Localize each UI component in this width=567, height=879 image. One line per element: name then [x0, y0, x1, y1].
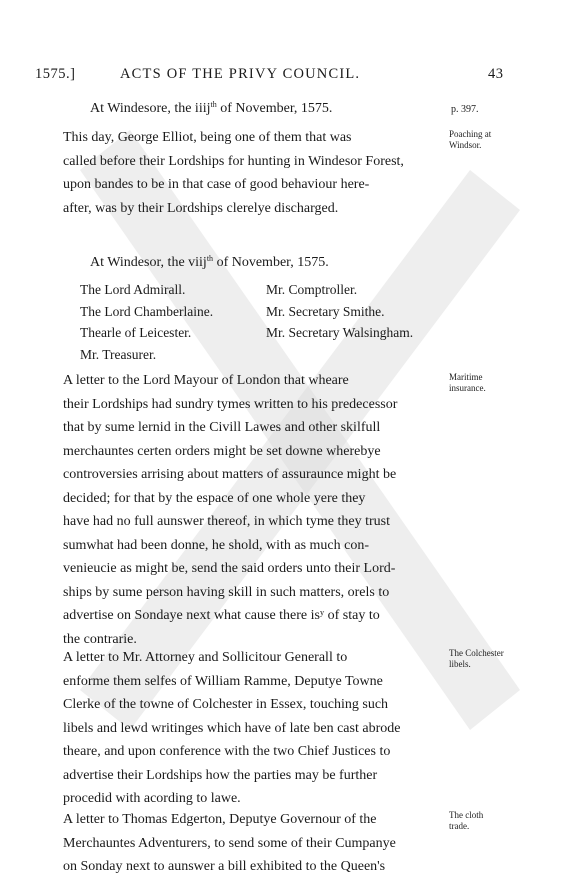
text-line: enforme them selfes of William Ramme, Deputye Towne — [63, 673, 383, 689]
dateline-second: At Windesor, the viij$^{th}$ of November, 1575. — [90, 254, 329, 270]
margin-note-poaching: Poaching at Windsor. — [449, 129, 492, 150]
attendees-right — [266, 279, 413, 344]
text-line: on Sonday next to aunswer a bill exhibited to the Queen's — [63, 859, 386, 874]
text-line: venieucie as might be, send the said orders unto their Lord- — [63, 561, 396, 576]
margin-note-insurance: Maritime insurance. — [449, 372, 486, 393]
text-line: decided; for that by the espace of one whole yere they — [63, 490, 366, 506]
text-line: A letter to Thomas Edgerton, Deputye Governour of the — [63, 812, 377, 827]
text-line: sumwhat had been donne, he shold, with as much con- — [63, 537, 369, 553]
text-line: controversies arrising about matters of assuraunce might be — [63, 467, 397, 482]
attendee: Mr. Comptroller. — [266, 282, 358, 297]
text-line: Clerke of the towne of Colchester in Essex, touching such — [63, 697, 389, 712]
text-line: upon bandes to be in that case of good behaviour here- — [63, 177, 370, 192]
edgerton-letter — [63, 808, 443, 879]
attendee: Mr. Secretary Walsingham. — [266, 325, 414, 340]
text-line: the contrarie. — [63, 631, 137, 647]
text-line: libels and lewd writinges which have of late ben cast abrode — [63, 720, 401, 736]
page-reference: p. 397. — [451, 104, 479, 115]
text-line: A letter to the Lord Mayour of London that wheare — [63, 373, 349, 388]
dateline-first: At Windesore, the iiij$^{th}$ of November, 1575. — [90, 100, 333, 116]
poaching-paragraph — [63, 126, 443, 220]
text-line: A letter to Mr. Attorney and Sollicitour Generall to — [63, 650, 348, 665]
text-line: after, was by their Lordships clerelye discharged. — [63, 200, 339, 216]
text-line: procedid with acording to lawe. — [63, 791, 241, 806]
text-line: theare, and upon conference with the two Chief Justices to — [63, 744, 391, 759]
text-line: have had no full aunswer thereof, in which tyme they trust — [63, 514, 390, 529]
attorney-letter — [63, 646, 443, 811]
attendee: The Lord Admirall. — [80, 282, 186, 297]
margin-note-colchester: The Colchester libels. — [449, 648, 504, 669]
attendee: Mr. Treasurer. — [80, 346, 157, 362]
lord-mayor-letter — [63, 369, 443, 651]
text-line: merchauntes certen orders might be set downe wherebye — [63, 443, 381, 459]
attendee: Thearle of Leicester. — [80, 325, 192, 340]
text-line: that by sume lernid in the Civill Lawes and other skilfull — [63, 420, 381, 435]
attendee: The Lord Chamberlaine. — [80, 303, 214, 319]
text-line: This day, George Elliot, being one of them that was — [63, 130, 352, 145]
text-line: their Lordships had sundry tymes written to his predecessor — [63, 396, 398, 412]
page-number: 43 — [488, 66, 504, 82]
header-year: 1575.] — [35, 66, 76, 82]
text-line: ships by sume person having skill in such matters, orels to — [63, 584, 390, 600]
text-line: called before their Lordships for hunting in Windesor Forest, — [63, 153, 404, 169]
header-title: ACTS OF THE PRIVY COUNCIL. — [120, 66, 361, 82]
attendee: Mr. Secretary Smithe. — [266, 303, 385, 319]
text-line: advertise their Lordships how the parties may be further — [63, 767, 378, 783]
text-line: advertise on Sondaye next what cause there isʸ of stay to — [63, 608, 380, 623]
margin-note-cloth: The cloth trade. — [449, 810, 484, 831]
text-line: Merchauntes Adventurers, to send some of their Cumpanye — [63, 835, 396, 851]
attendees-left — [80, 279, 213, 365]
